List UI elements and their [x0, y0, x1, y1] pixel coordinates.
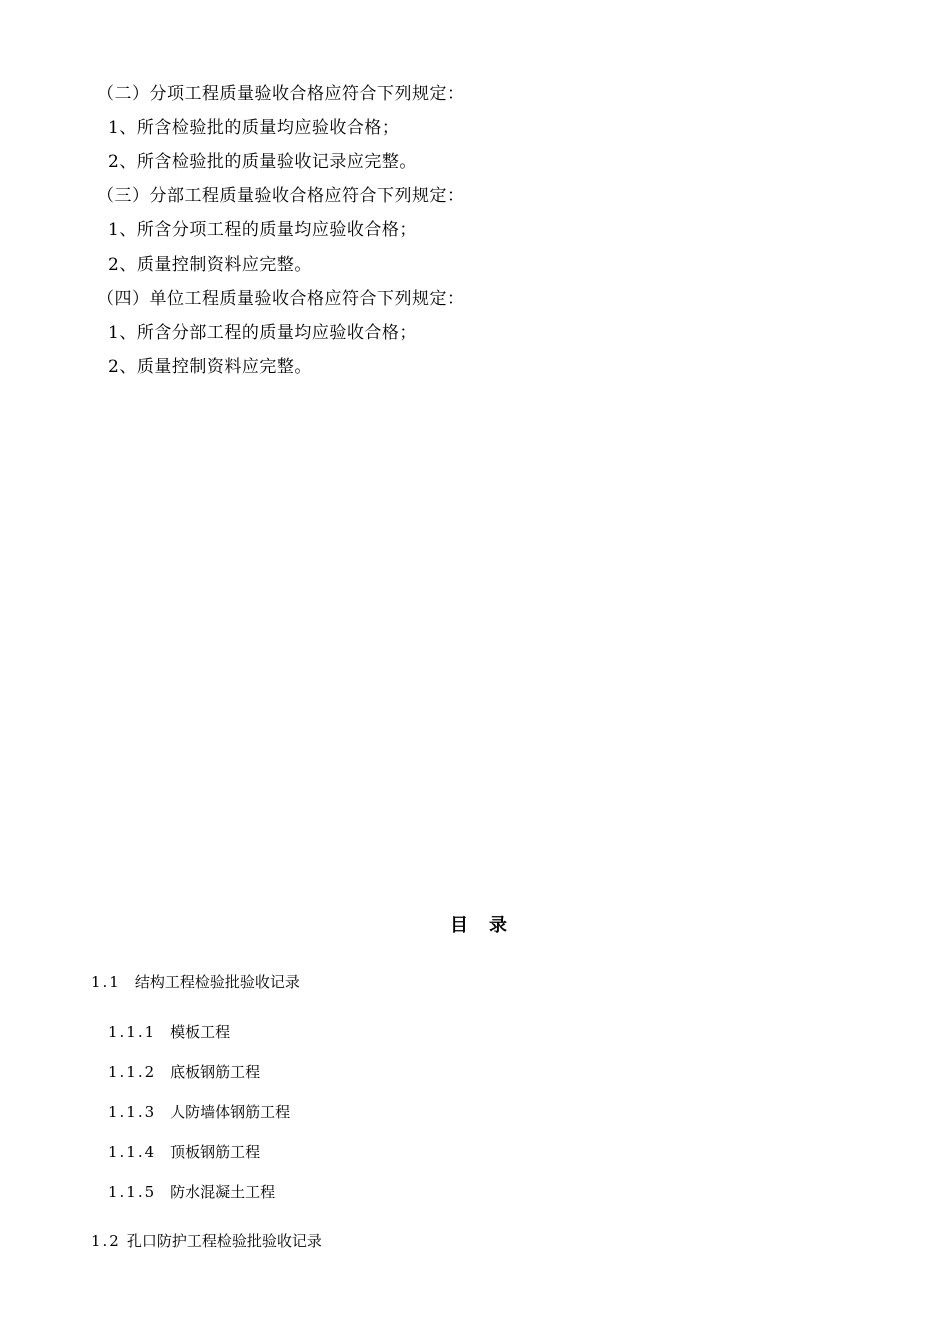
section-3-item-1: 1、所含分项工程的质量均应验收合格；: [108, 220, 417, 240]
toc-entry-text: 顶板钢筋工程: [170, 1143, 261, 1161]
section-heading-4: （四）单位工程质量验收合格应符合下列规定：: [97, 289, 465, 309]
section-4-item-1: 1、所含分部工程的质量均应验收合格；: [108, 323, 417, 343]
toc-entry-1-2[interactable]: [91, 1231, 322, 1251]
section-3-item-2: 2、质量控制资料应完整。: [108, 255, 312, 275]
toc-entry-number: 1.1.1: [108, 1023, 157, 1041]
toc-entry-text: 结构工程检验批验收记录: [134, 973, 300, 991]
toc-entry-number: 1.1: [91, 973, 121, 991]
toc-entry-text: 底板钢筋工程: [170, 1063, 261, 1081]
section-heading-3: （三）分部工程质量验收合格应符合下列规定：: [97, 186, 465, 206]
section-heading-2: （二）分项工程质量验收合格应符合下列规定：: [97, 84, 465, 104]
toc-title-char-1: 目: [450, 915, 469, 936]
toc-title: [0, 914, 950, 938]
section-4-item-2: 2、质量控制资料应完整。: [108, 357, 312, 377]
toc-title-char-2: 录: [489, 915, 508, 936]
toc-entry-1-1-3[interactable]: [108, 1102, 290, 1122]
toc-entry-1-1-4[interactable]: [108, 1142, 260, 1162]
toc-entry-text: 人防墙体钢筋工程: [170, 1103, 291, 1121]
toc-entry-1-1-2[interactable]: [108, 1062, 260, 1082]
toc-entry-1-1-5[interactable]: [108, 1182, 275, 1202]
toc-entry-number: 1.1.5: [108, 1183, 157, 1201]
section-2-item-1: 1、所含检验批的质量均应验收合格；: [108, 118, 400, 138]
toc-entry-number: 1.1.4: [108, 1143, 157, 1161]
toc-entry-1-1-1[interactable]: [108, 1022, 230, 1042]
toc-entry-text: 防水混凝土工程: [170, 1183, 276, 1201]
toc-entry-text: 孔口防护工程检验批验收记录: [126, 1232, 322, 1250]
toc-entry-1-1[interactable]: [91, 972, 300, 992]
toc-entry-number: 1.2: [91, 1232, 121, 1250]
toc-entry-text: 模板工程: [170, 1023, 231, 1041]
toc-entry-number: 1.1.3: [108, 1103, 157, 1121]
toc-entry-number: 1.1.2: [108, 1063, 157, 1081]
section-2-item-2: 2、所含检验批的质量验收记录应完整。: [108, 152, 417, 172]
